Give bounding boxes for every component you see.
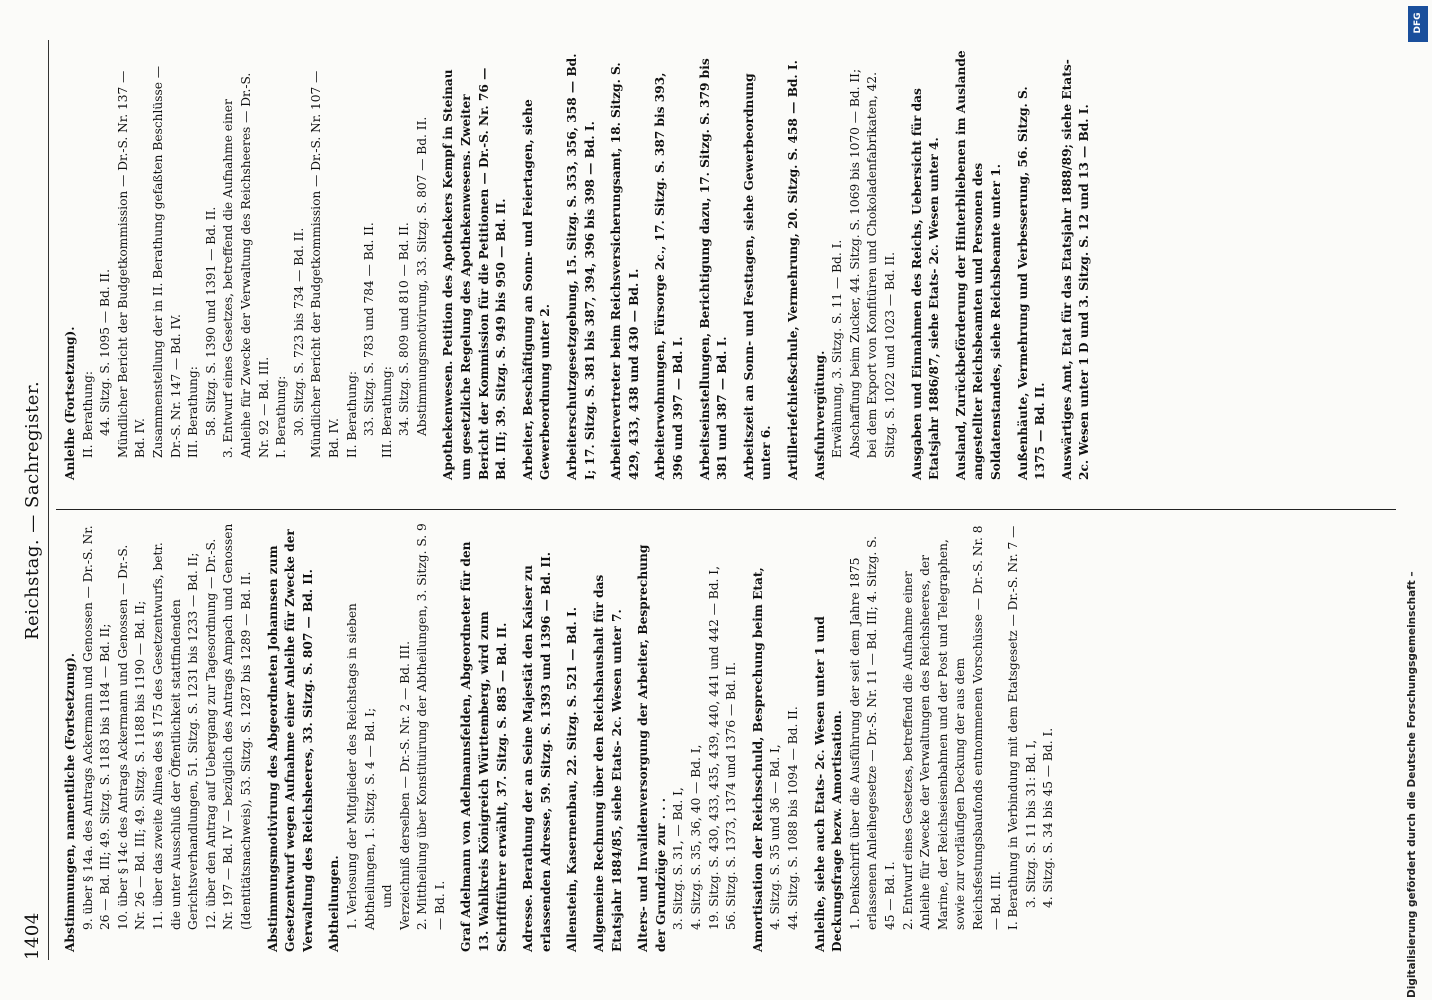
entry-line: III. Berathung: [379,366,394,458]
entry-heading: Außenhäute, Vermehrung und Verbesserung, 56. Sitzg. S. 1375 — Bd. II. [1015,86,1048,480]
entry-line: 2. Mittheilung über Konstituirung der Abtheilungen, 3. Sitzg. S. 9 — Bd. I. [415,523,447,930]
index-entry [265,522,318,952]
entry-line: 58. Sitzg. S. 1390 und 1391 — Bd. II. [203,206,218,436]
index-entry [635,522,741,952]
index-entry [741,50,776,480]
entry-line: 10. über § 14c des Antrags Ackermann und Genossen — Dr.-S. Nr. 26 — Bd. III; 49. Sitzg. S. 1188 bis 1190 — Bd. II; [115,544,148,930]
entry-line: 4. Sitzg. S. 35, 36, 40 — Bd. I, [689,744,703,930]
entry-heading: Ausland, Zurückbeförderung der Hinterbliebenen im Auslande angestellter Reichsbeamten und Personen des Soldatenstandes, siehe Reichsbeamte unter 1. [953,50,1003,480]
entry-heading: Anleihe, siehe auch Etats- 2c. Wesen unter 1 und Deckungsfrage bezw. Amortisation. [812,616,845,952]
entry-line: 3. Entwurf eines Gesetzes, betreffend die Aufnahme einer Anleihe für Zwecke der Verwaltung des Reichsheeres — Dr.-S. Nr. 92 — Bd. III. [221,72,271,458]
index-entry [909,50,944,480]
entry-line: 34. Sitzg. S. 809 und 810 — Bd. II. [397,222,412,436]
entry-heading: Auswärtiges Amt, Etat für das Etatsjahr 1888/89; siehe Etats- 2c. Wesen unter 1 D und 3. Sitzg. S. 12 und 13 — Bd. I. [1059,59,1092,480]
entry-heading: Adresse. Berathung der an Seine Majestät den Kaiser zu erlassenden Adresse, 59. Sitzg. S. 1393 und 1396 — Bd. II. [521,551,553,952]
index-entry [591,522,626,952]
entry-line: I. Berathung: [274,375,289,458]
page-number: 1404 [22,912,43,960]
index-entry [608,50,643,480]
index-entry [62,522,256,952]
index-entry [697,50,732,480]
entry-heading: Anleihe (Fortsetzung). [63,326,77,480]
entry-line: 44. Sitzg. S. 1088 bis 1094 — Bd. II. [785,706,800,930]
entry-heading: Arbeiterwohnungen, Fürsorge 2c., 17. Sitzg. S. 387 bis 393, 396 und 397 — Bd. I. [653,72,685,480]
entry-heading: Abstimmungen, namentliche (Fortsetzung). [63,652,77,952]
entry-line: 1. Verlosung der Mitglieder des Reichstags in sieben Abtheilungen, 1. Sitzg. S. 4 — Bd. I; [344,603,377,930]
entry-heading: Arbeitervertreter beim Reichsversicherungsamt, 18. Sitzg. S. 429, 433, 438 und 430 — Bd. I. [609,62,641,480]
dfg-logo [1408,6,1428,42]
index-entry [520,50,555,480]
entry-heading: Arbeiterschutzgesetzgebung, 15. Sitzg. S. 353, 356, 358 — Bd. I; 17. Sitzg. S. 381 bis 387, 394, 396 bis 398 — Bd. I. [565,53,597,480]
entry-heading: Abstimmungsmotivirung des Abgeordneten Johannsen zum Gesetzentwurf wegen Aufnahme einer Anleihe für Zwecke der Verwaltung des Reichsheeres, 33. Sitzg. S. 807 — Bd. II. [265,529,315,952]
index-entry [564,50,599,480]
entry-heading: Graf Adelmann von Adelmannsfelden, Abgeordneter für den 13. Wahlkreis Königreich Württemberg, wird zum Schriftführer erwählt, 37. Sitzg. S. 885 — Bd. II. [459,541,509,952]
entry-heading: Allenstein, Kasernenbau, 22. Sitzg. S. 521 — Bd. I. [565,607,580,952]
entry-line: III. Berathung: [186,366,201,458]
entry-line: 3. Sitzg. S. 11 bis 31: Bd. I, [1023,739,1038,908]
index-entry [652,50,687,480]
entry-line: 44. Sitzg. S. 1095 — Bd. II. [98,269,113,436]
index-entry [785,50,803,480]
digitization-note [1406,8,1430,998]
entry-line: Abstimmungsmotivirung, 33. Sitzg. S. 807 — Bd. II. [414,116,429,436]
entry-line: 56. Sitzg. S. 1373, 1374 und 1376 — Bd. II. [724,661,739,930]
entry-line: 11. über das zweite Alinea des § 175 des Gesetzentwurfs, betr. die unter Ausschluß der Öffentlichkeit stattfindenden Gerichtsverhandlungen, 51. Sitzg. S. 1231 bis 1233 — Bd. II; [150,542,201,930]
entry-line: Erwähnung, 3. Sitzg. S. 11 — Bd. I. [830,239,845,458]
right-column [62,50,1103,480]
entry-heading: Amortisation der Reichsschuld, Besprechung beim Etat, [750,567,765,952]
entry-line: bei dem Export von Konfitüren und Chokoladenfabrikaten, 42. Sitzg. S. 1022 und 1023 — Bd. II. [865,72,897,458]
index-entry [953,50,1006,480]
index-entry [326,522,449,952]
entry-line: 19. Sitzg. S. 430, 433, 435, 439, 440, 441 und 442 — Bd. I, [706,566,721,930]
entry-line: 3. Sitzg. S. 31, — Bd. I, [671,787,686,930]
column-divider [56,509,1396,510]
left-column [62,522,1067,952]
entry-heading: Arbeitszeit an Sonn- und Festtagen, siehe Gewerbeordnung unter 6. [741,73,774,480]
entry-line: 4. Sitzg. S. 34 bis 45 — Bd. I. [1041,727,1056,908]
entry-line: Verzeichniß derselben — Dr.-S. Nr. 2 — Bd. III. [397,640,412,930]
index-entry [520,522,555,952]
entry-heading: Apothekenwesen. Petition des Apothekers Kempf in Steinau um gesetzliche Regelung des Apothekenwesens. Zweiter Bericht der Kommission für die Petitionen — Dr.-S. Nr. 76 — Bd. III; 39. Sitzg. S. 949 bis 950 — Bd. II. [441,67,509,480]
entry-heading: Arbeiter, Beschäftigung an Sonn- und Feiertagen, siehe Gewerbeordnung unter 2. [520,99,553,480]
entry-heading: Allgemeine Rechnung über den Reichshaushalt für das Etatsjahr 1884/85, siehe Etats- 2c. Wesen unter 7. [592,574,624,952]
entry-line: 9. über § 14a. des Antrags Ackermann und Genossen — Dr.-S. Nr. 26 — Bd. III; 49. Sitzg. S. 1183 bis 1184 — Bd. II; [80,525,113,930]
entry-heading: Alters- und Invalidenversorgung der Arbeiter, Besprechung der Grundzüge zur . . . [636,544,668,952]
index-entry [1015,50,1050,480]
entry-line: Mündlicher Bericht der Budgetkommission — Dr.-S. Nr. 107 — Bd. IV. [309,70,341,458]
index-entry [1059,50,1094,480]
index-entry [564,522,582,952]
entry-heading: Arbeitseinstellungen, Berichtigung dazu, 17. Sitzg. S. 379 bis 381 und 387 — Bd. I. [697,58,730,480]
entry-line: Mündlicher Bericht der Budgetkommission — Dr.-S. Nr. 137 — Bd. IV. [115,70,148,458]
entry-line: II. Berathung: [344,371,359,458]
index-entry [812,522,1058,952]
entry-line: 1. Denkschrift über die Ausführung der seit dem Jahre 1875 erlassenen Anleihegesetze — Dr.-S. Nr. 11 — Bd. III; 4. Sitzg. S. 45 — Bd. I. [847,536,897,930]
entry-line: 33. Sitzg. S. 783 und 784 — Bd. II. [362,222,377,436]
entry-line: 30. Sitzg. S. 723 bis 734 — Bd. II. [291,227,306,436]
entry-line: 4. Sitzg. S. 35 und 36 — Bd. I, [768,744,783,930]
index-entry [812,50,900,480]
index-entry [750,522,803,952]
page-title: Reichstag. — Sachregister. [22,380,43,640]
entry-heading: Artilleriefchießschule, Vermehrung, 20. Sitzg. S. 458 — Bd. I. [785,60,800,480]
entry-line: 2. Entwurf eines Gesetzes, betreffend die Aufnahme einer Anleihe für Zwecke der Verwaltungen des Reichsheeres, der Marine, der Reichseisenbahnen und der Post und Telegraphen, sowie zur vorläufigen Deckung der aus dem Reichsfestungsbaufonds entnommenen Vorschüsse — Dr.-S. Nr. 8 — Bd. III. [900,525,1003,930]
digitization-note-text: Digitalisierung gefördert durch die Deutsche Forschungsgemeinschaft – [1406,571,1418,998]
entry-heading: Ausfuhrvergütung. [812,350,827,480]
entry-heading: Abtheilungen. [327,855,342,952]
entry-line: I. Berathung in Verbindung mit dem Etatsgesetz — Dr.-S. Nr. 7 — [1006,525,1021,930]
page-header [18,40,49,960]
index-entry [440,50,510,480]
index-entry [62,50,431,480]
entry-line: 12. über den Antrag auf Uebergang zur Tagesordnung — Dr.-S. Nr. 197 — Bd. IV — bezüglich des Antrags Ampach und Genossen (Identitätsnachweis), 53. Sitzg. S. 1287 bis 1289 — Bd. II. [203,523,253,930]
entry-line: Zusammenstellung der in II. Berathung gefaßten Beschlüsse — Dr.-S. Nr. 147 — Bd. IV. [150,65,183,458]
dfg-logo-text: DFG [1413,12,1423,34]
entry-heading: Ausgaben und Einnahmen des Reichs, Uebersicht für das Etatsjahr 1886/87, siehe Etats- 2c. Wesen unter 4. [909,88,942,480]
entry-line: Abschaffung beim Zucker, 44. Sitzg. S. 1069 bis 1070 — Bd. II; [847,68,862,458]
entry-line: und [380,884,395,908]
entry-line: II. Berathung: [80,371,95,458]
index-entry [458,522,511,952]
